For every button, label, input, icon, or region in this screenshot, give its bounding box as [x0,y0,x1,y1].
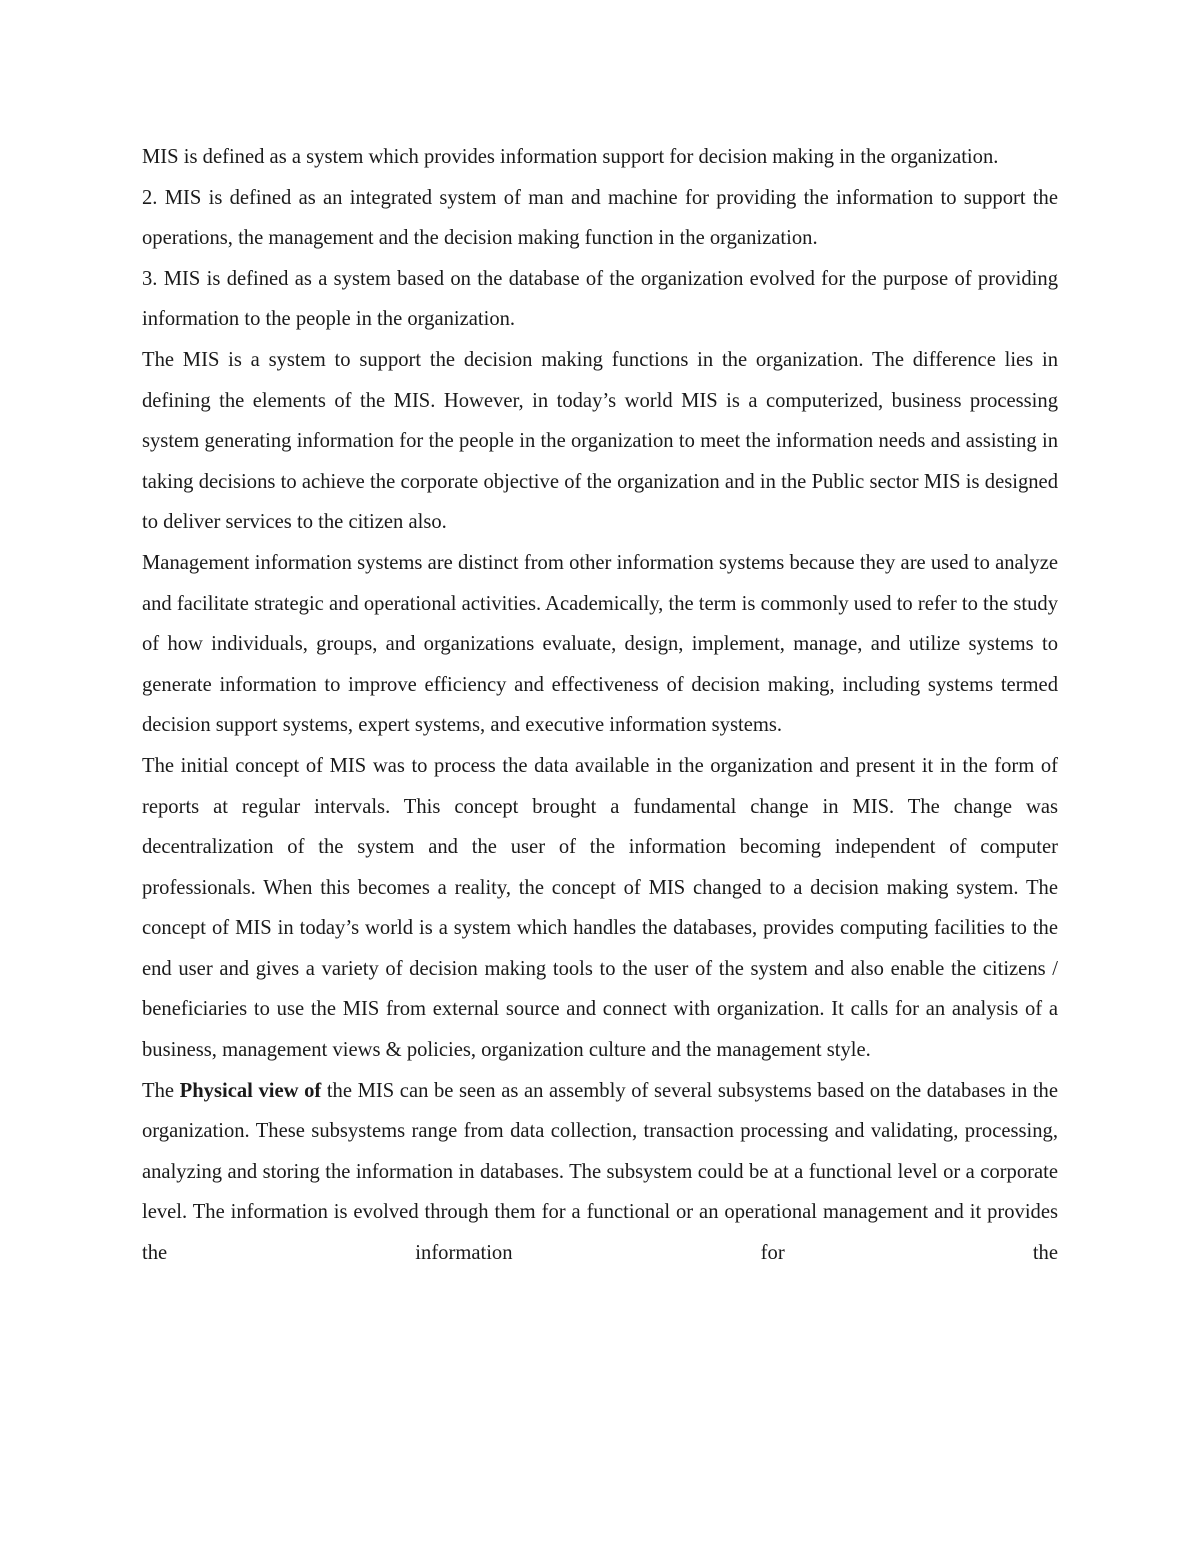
physical-view-lead: The [142,1079,180,1102]
paragraph-physical-view [142,1071,1058,1274]
physical-view-rest: the MIS can be seen as an assembly of several subsystems based on the databases in the organization. These subsystems range from data collection, transaction processing and validating, processing, analyzing and storing the information in databases. The subsystem could be at a functional level or a corporate level. The information is evolved through them for a functional or an operational management and it provides the information for the [142,1079,1058,1265]
paragraph-mis-purpose: The MIS is a system to support the decision making functions in the organization. The difference lies in defining the elements of the MIS. However, in today’s world MIS is a computerized, business processing system generating information for the people in the organization to meet the information needs and assisting in taking decisions to achieve the corporate objective of the organization and in the Public sector MIS is designed to deliver services to the citizen also. [142,348,1058,534]
paragraph-mis-definition-3: 3. MIS is defined as a system based on the database of the organization evolved for the purpose of providing information to the people in the organization. [142,267,1058,331]
paragraph-mis-distinct: Management information systems are distinct from other information systems because they are used to analyze and facilitate strategic and operational activities. Academically, the term is commonly used to refer to the study of how individuals, groups, and organizations evaluate, design, implement, manage, and utilize systems to generate information to improve efficiency and effectiveness of decision making, including systems termed decision support systems, expert systems, and executive information systems. [142,551,1058,737]
paragraph-mis-definition-2: 2. MIS is defined as an integrated system of man and machine for providing the information to support the operations, the management and the decision making function in the organization. [142,186,1058,250]
physical-view-term: Physical view of [179,1079,322,1102]
paragraph-mis-definition-1: MIS is defined as a system which provides information support for decision making in the organization. [142,146,999,168]
document-body [142,137,1058,1274]
paragraph-mis-initial-concept: The initial concept of MIS was to process the data available in the organization and present it in the form of reports at regular intervals. This concept brought a fundamental change in MIS. The change was decentralization of the system and the user of the information becoming independent of computer professionals. When this becomes a reality, the concept of MIS changed to a decision making system. The concept of MIS in today’s world is a system which handles the databases, provides computing facilities to the end user and gives a variety of decision making tools to the user of the system and also enable the citizens / beneficiaries to use the MIS from external source and connect with organization. It calls for an analysis of a business, management views & policies, organization culture and the management style. [142,754,1058,1062]
